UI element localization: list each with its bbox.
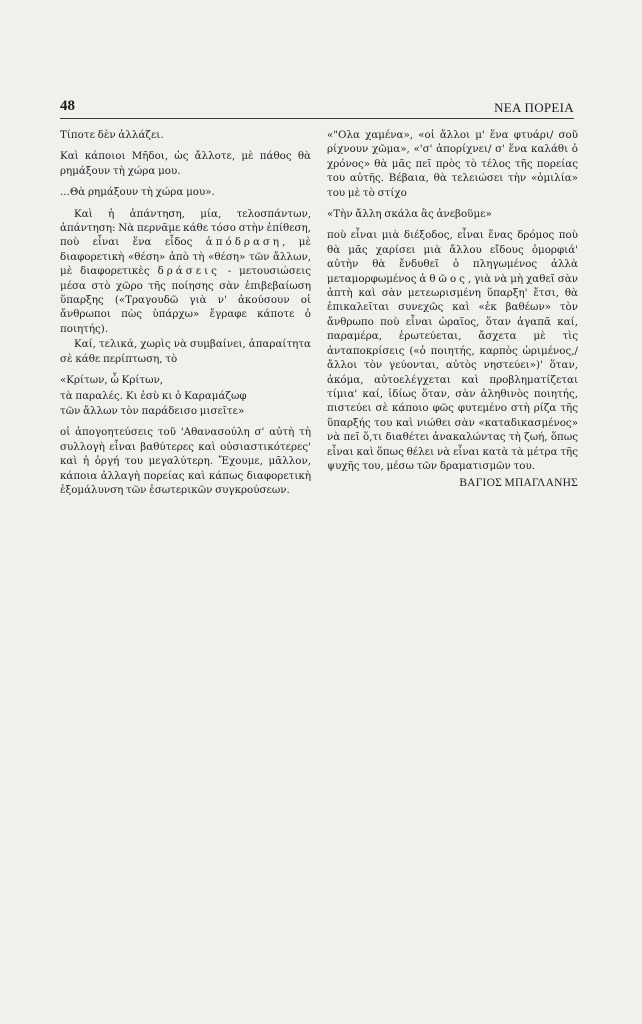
text-run: , μὲ διαφορετικὴ «θέση» ἀπὸ τὴ «θέση» τῶν ἄλλων, μὲ διαφορετικὲς [60,236,312,278]
emphasized-word: ἀθῶος [419,272,468,285]
verse-line: τῶν ἄλλων τὸν παράδεισο μισεῖτε» [60,404,245,417]
paragraph: ...Θὰ ρημάξουν τὴ χώρα μου». [60,186,215,199]
paragraph [60,207,311,337]
page-header [60,98,574,119]
emphasized-word: ἀπόδραση [205,236,283,249]
text-run: Καὶ ἡ ἀπάντηση, μία, τελοσπάντων, ἀπάντηση: Νὰ περνᾶμε κάθε τόσο στὴν ἐπίθεση, ποὺ εἶναι ἕνα εἶδος [60,207,311,249]
verse-line: «Κρίτων, ὦ Κρίτων, [60,374,164,387]
verse-line: τὰ παραλές. Κι ἐσὺ κι ὁ Καραμάζωφ [60,389,247,402]
paragraph: Τίποτε δὲν ἀλλάζει. [60,129,164,141]
paragraph: «"Ολα χαμένα», «οἱ ἄλλοι μ' ἕνα φτυάρι/ σοῦ ρίχνουν χῶμα», «'σ' ἀπορίχνει/ σ' ἕνα καλάθι ὁ χρόνος» θὰ μᾶς πεῖ πρὸς τὸ τέλος τῆς πορείας του αὐτῆς. Βέβαια, θὰ τελειώσει τὴν «ὁμιλία» του μὲ τὸ στίχο [327,129,578,199]
paragraph: Καί, τελικά, χωρὶς νὰ συμβαίνει, ἀπαραίτητα σὲ κάθε περίπτωση, τὸ [60,338,311,365]
paragraph: Καὶ κάποιοι Μῆδοι, ὡς ἄλλοτε, μὲ πάθος θὰ ρημάξουν τὴ χώρα μου. [60,150,311,177]
verse-line: «Τὴν ἄλλη σκάλα ἂς ἀνεβοῦμε» [327,208,492,221]
journal-title: ΝΕΑ ΠΟΡΕΙΑ [494,100,574,115]
page-number: 48 [60,98,75,114]
emphasized-word: δράσεις [157,265,220,278]
text-run: , γιὰ νὰ μὴ χαθεῖ σὰν ἀπτὴ καὶ σὰν μετεωρισμένη ὕπαρξη' ἔτσι, θὰ ἐπικαλεῖται συνεχῶς καὶ «ἐκ βαθέων» τὸν ἄνθρωπο ποὺ εἶναι ὡραῖος, ὅταν ἀγαπᾶ καί, παραμέρα, ἐρωτεύεται, ἄσχετα μὲ τὶς ἀνταποκρίσεις («ὁ ποιητής, καρπὸς ὡριμένος,/ ἄλλοι τὸν γεύονται, αὐτὸς νηστεύει»)' ὅταν, ἀκόμα, αὐτοελέγχεται καὶ προβληματίζεται τίμια' καί, ἰδίως ὅταν, σὰν ἀληθινὸς ποιητής, πιστεύει σὲ κάποιο φῶς φυτεμένο στὴ ρίζα τῆς ὕπαρξής του καὶ νιώθει σὰν «καταδικασμένος» νὰ πεῖ ὅ,τι διαθέτει ἀνακαλώντας τὴ ζωή, ὅπως εἶναι καὶ ὅπως θέλει νὰ εἶναι κατὰ τὰ μέτρα τῆς ψυχῆς του, μέσω τῶν δραματισμῶν του. [327,272,578,472]
paragraph [327,228,578,473]
text-run: ποὺ εἶναι μιὰ διέξοδος, εἶναι ἕνας δρόμος ποὺ θὰ μᾶς χαρίσει μιὰ ἄλλου εἴδους ὀμορφιά' αὐτὴν θὰ ἔνδυθεῖ ὁ πληγωμένος ἀλλὰ μεταμορφωμένος [327,229,578,285]
paragraph: οἱ ἀπογοητεύσεις τοῦ 'Αθανασούλη σ' αὐτὴ τὴ συλλογὴ εἶναι βαθύτερες καὶ οὐσιαστικότερες' καὶ ἡ ὀργή του μεγαλύτερη. Ἔχουμε, μᾶλλον, κάποια ἀλλαγὴ πορείας καὶ κάπως διαφορετικὴ ἐξομάλυνση τῶν ἐσωτερικῶν συγκρούσεων. [60,426,311,496]
left-column [60,128,311,504]
author-signature: ΒΑΓΙΟΣ ΜΠΑΓΛΑΝΗΣ [459,477,578,490]
right-column [327,128,578,498]
text-run: - μετουσιώσεις μέσα στὸ χῶρο τῆς ποίησης σὰν ἐπιβεβαίωση ὕπαρξης («Τραγουδῶ γιὰ ν' ἀκούσουν οἱ ἄνθρωποι πὼς ὑπάρχω» ἔγραφε κάποτε ὁ ποιητής). [60,265,311,335]
